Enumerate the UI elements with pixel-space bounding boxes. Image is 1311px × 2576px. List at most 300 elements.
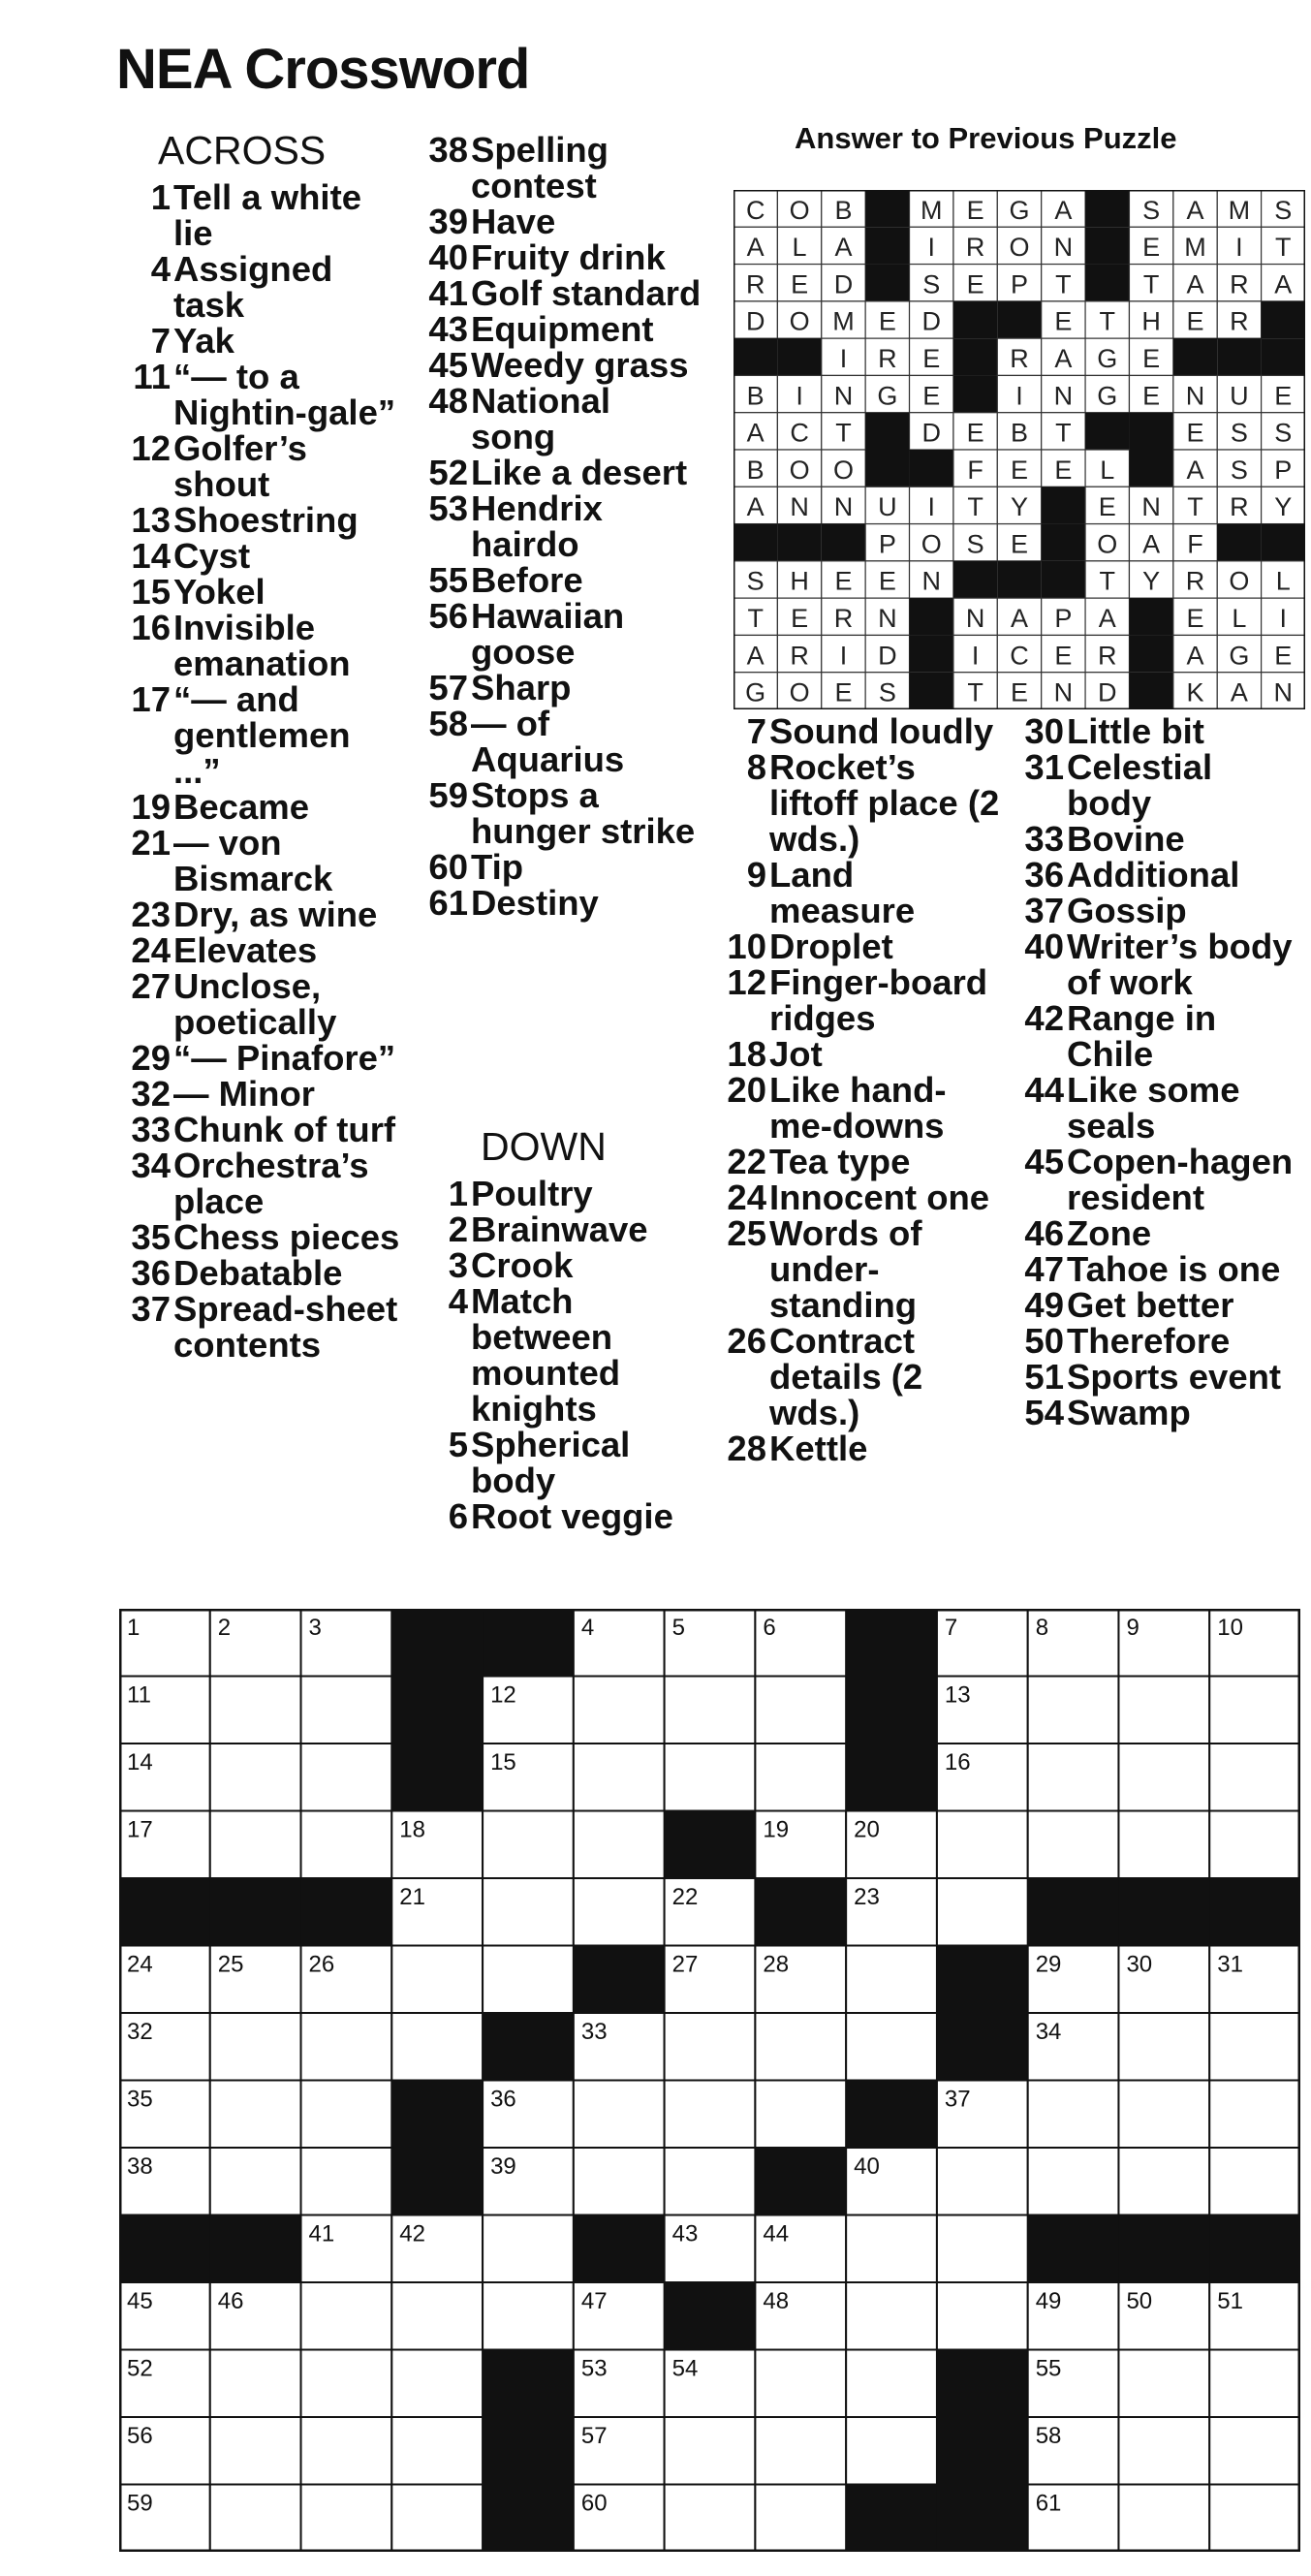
clue-number: 6 xyxy=(448,1496,468,1536)
grid-cell[interactable] xyxy=(483,2215,574,2283)
down-clue-5[interactable] xyxy=(414,1427,704,1498)
grid-cell[interactable] xyxy=(210,1744,301,1811)
grid-cell[interactable] xyxy=(937,1878,1028,1946)
clue-text: Tell a white lie xyxy=(173,177,362,253)
clue-number: 8 xyxy=(746,747,766,787)
across-clue-38[interactable] xyxy=(414,132,704,204)
black-square xyxy=(937,2013,1028,2081)
answer-letter: M xyxy=(1184,233,1206,263)
answer-letter: P xyxy=(1274,455,1293,485)
grid-cell[interactable] xyxy=(665,1677,756,1744)
grid-cell[interactable] xyxy=(301,2485,392,2553)
across-clue-21[interactable] xyxy=(116,825,407,896)
black-square xyxy=(391,2081,483,2149)
answer-letter: T xyxy=(1142,269,1160,299)
grid-cell[interactable] xyxy=(483,1878,574,1946)
grid-cell[interactable] xyxy=(483,1811,574,1879)
across-clue-12[interactable] xyxy=(116,430,407,502)
grid-cell[interactable] xyxy=(755,2485,846,2553)
clue-text: Fruity drink xyxy=(471,237,666,277)
across-clue-43[interactable] xyxy=(414,311,704,347)
answer-letter: E xyxy=(1054,641,1073,671)
across-clue-36[interactable] xyxy=(116,1255,407,1291)
clue-number: 30 xyxy=(1024,711,1064,751)
answer-letter: I xyxy=(1235,233,1243,263)
answer-letter: L xyxy=(1100,455,1115,485)
clue-number: 25 xyxy=(727,1213,766,1253)
grid-cell[interactable] xyxy=(846,2013,937,2081)
grid-cell[interactable] xyxy=(301,1677,392,1744)
grid-cell[interactable] xyxy=(301,1744,392,1811)
clue-number: 34 xyxy=(131,1146,171,1185)
grid-cell[interactable] xyxy=(1209,2081,1300,2149)
grid-cell[interactable] xyxy=(1118,2013,1209,2081)
answer-letter: Y xyxy=(1010,492,1029,522)
down-clue-18[interactable] xyxy=(712,1036,1003,1072)
grid-cell[interactable] xyxy=(665,2081,756,2149)
black-square xyxy=(937,2350,1028,2418)
grid-cell[interactable] xyxy=(1118,1677,1209,1744)
cell-number: 8 xyxy=(1035,1615,1049,1641)
clue-number: 5 xyxy=(448,1425,468,1464)
clue-text: Hawaiian goose xyxy=(471,596,625,672)
across-clue-7[interactable] xyxy=(116,323,407,359)
grid-cell[interactable] xyxy=(1028,1744,1119,1811)
down-clue-31[interactable] xyxy=(1010,749,1300,821)
answer-letter: D xyxy=(745,306,765,336)
grid-cell[interactable] xyxy=(846,2282,937,2350)
grid-cell[interactable] xyxy=(210,1677,301,1744)
answer-letter: T xyxy=(835,418,852,448)
cell-number: 46 xyxy=(217,2288,244,2314)
answer-letter: R xyxy=(790,641,809,671)
grid-cell[interactable] xyxy=(665,2148,756,2215)
answer-block xyxy=(1173,338,1217,375)
clue-number: 24 xyxy=(727,1178,766,1217)
grid-cell[interactable] xyxy=(937,1811,1028,1879)
across-clue-23[interactable] xyxy=(116,896,407,932)
clue-number: 60 xyxy=(428,847,468,887)
clue-text: Have xyxy=(471,202,556,241)
clue-text: Cyst xyxy=(173,536,251,576)
clue-text: Sharp xyxy=(471,668,572,707)
answer-letter: D xyxy=(921,306,941,336)
clue-number: 13 xyxy=(131,500,171,540)
answer-letter: A xyxy=(1098,604,1116,634)
answer-letter: P xyxy=(1054,604,1073,634)
across-clue-14[interactable] xyxy=(116,538,407,574)
across-clue-16[interactable] xyxy=(116,610,407,681)
down-clue-54[interactable] xyxy=(1010,1395,1300,1430)
clue-text: Equipment xyxy=(471,309,654,349)
cell-number: 45 xyxy=(127,2288,153,2314)
down-clue-26[interactable] xyxy=(712,1323,1003,1430)
answer-letter: E xyxy=(1142,344,1161,374)
answer-block xyxy=(734,524,777,561)
across-clue-17[interactable] xyxy=(116,681,407,789)
crossword-grid[interactable] xyxy=(119,1609,1300,2552)
black-square xyxy=(210,1878,301,1946)
grid-cell[interactable] xyxy=(1028,1677,1119,1744)
clue-number: 37 xyxy=(1024,891,1064,930)
across-clues-column-2 xyxy=(414,132,704,921)
down-clue-51[interactable] xyxy=(1010,1359,1300,1395)
cell-number: 12 xyxy=(490,1681,516,1709)
clue-text: Like a desert xyxy=(471,453,688,492)
grid-cell[interactable] xyxy=(755,1677,846,1744)
answer-letter: O xyxy=(1097,529,1118,559)
answer-letter: S xyxy=(1230,418,1248,448)
grid-cell[interactable] xyxy=(210,2148,301,2215)
grid-cell[interactable] xyxy=(1028,1811,1119,1879)
down-clue-30[interactable] xyxy=(1010,713,1300,749)
grid-cell[interactable] xyxy=(210,1811,301,1879)
answer-letter: I xyxy=(796,381,803,411)
answer-letter: R xyxy=(1230,306,1249,336)
answer-block xyxy=(777,338,821,375)
cell-number: 31 xyxy=(1217,1951,1243,1978)
across-clue-1[interactable] xyxy=(116,179,407,251)
clue-number: 40 xyxy=(428,237,468,277)
down-clue-3[interactable] xyxy=(414,1247,704,1283)
down-clue-20[interactable] xyxy=(712,1072,1003,1144)
grid-cell[interactable] xyxy=(1028,2081,1119,2149)
answer-letter: E xyxy=(1274,381,1293,411)
answer-letter: E xyxy=(966,195,984,225)
grid-cell[interactable] xyxy=(1118,1744,1209,1811)
down-clue-9[interactable] xyxy=(712,857,1003,928)
grid-cell[interactable] xyxy=(574,1878,665,1946)
down-clue-42[interactable] xyxy=(1010,1000,1300,1072)
down-clue-25[interactable] xyxy=(712,1215,1003,1323)
answer-letter: N xyxy=(1273,677,1294,707)
across-clue-29[interactable] xyxy=(116,1040,407,1076)
cell-number: 16 xyxy=(944,1749,971,1775)
across-clue-48[interactable] xyxy=(414,383,704,455)
across-clue-52[interactable] xyxy=(414,455,704,490)
clue-text: “— to a Nightin-gale” xyxy=(173,357,396,432)
grid-cell[interactable] xyxy=(1118,2485,1209,2553)
grid-cell[interactable] xyxy=(665,2417,756,2485)
clue-number: 12 xyxy=(131,428,171,468)
grid-cell[interactable] xyxy=(574,2148,665,2215)
black-square xyxy=(483,2013,574,2081)
clue-number: 22 xyxy=(727,1142,766,1181)
grid-cell[interactable] xyxy=(301,2417,392,2485)
cell-number: 19 xyxy=(763,1816,790,1843)
grid-cell[interactable] xyxy=(210,2013,301,2081)
clue-text: Dry, as wine xyxy=(173,895,378,934)
grid-cell[interactable] xyxy=(1028,2148,1119,2215)
answer-block xyxy=(953,301,997,338)
down-clue-45[interactable] xyxy=(1010,1144,1300,1215)
grid-cell[interactable] xyxy=(391,2282,483,2350)
down-clue-40[interactable] xyxy=(1010,928,1300,1000)
clue-number: 52 xyxy=(428,453,468,492)
answer-letter: G xyxy=(1009,195,1030,225)
grid-cell[interactable] xyxy=(210,2350,301,2418)
cell-number: 23 xyxy=(854,1884,880,1910)
grid-cell[interactable] xyxy=(483,2282,574,2350)
grid-cell[interactable] xyxy=(574,1677,665,1744)
answer-letter: A xyxy=(1186,455,1204,485)
down-clue-6[interactable] xyxy=(414,1498,704,1534)
grid-cell[interactable] xyxy=(755,2013,846,2081)
grid-cell[interactable] xyxy=(301,2081,392,2149)
grid-cell[interactable] xyxy=(301,2148,392,2215)
answer-block xyxy=(953,561,997,598)
black-square xyxy=(937,1946,1028,2014)
grid-cell[interactable] xyxy=(755,2081,846,2149)
answer-letter: E xyxy=(1186,604,1204,634)
grid-cell[interactable] xyxy=(1118,2417,1209,2485)
grid-cell[interactable] xyxy=(1209,2417,1300,2485)
grid-cell[interactable] xyxy=(937,2215,1028,2283)
black-square xyxy=(301,1878,392,1946)
down-clue-44[interactable] xyxy=(1010,1072,1300,1144)
down-clue-28[interactable] xyxy=(712,1430,1003,1466)
clue-number: 59 xyxy=(428,775,468,815)
grid-cell[interactable] xyxy=(301,2013,392,2081)
across-clue-35[interactable] xyxy=(116,1219,407,1255)
clue-text: Range in Chile xyxy=(1067,998,1217,1074)
answer-letter: E xyxy=(1054,455,1073,485)
grid-cell[interactable] xyxy=(1209,2350,1300,2418)
clue-text: Golfer’s shout xyxy=(173,428,307,504)
answer-block xyxy=(953,375,997,412)
answer-letter: S xyxy=(746,566,765,596)
answer-block xyxy=(865,190,909,227)
across-clue-45[interactable] xyxy=(414,347,704,383)
grid-cell[interactable] xyxy=(937,2148,1028,2215)
grid-cell[interactable] xyxy=(846,2417,937,2485)
clue-text: Stops a hunger strike xyxy=(471,775,696,851)
across-clue-13[interactable] xyxy=(116,502,407,538)
grid-cell[interactable] xyxy=(1209,1744,1300,1811)
black-square xyxy=(119,2215,210,2283)
grid-cell[interactable] xyxy=(665,2485,756,2553)
grid-cell[interactable] xyxy=(391,2013,483,2081)
answer-block xyxy=(822,524,865,561)
answer-block xyxy=(1085,413,1129,450)
across-clue-56[interactable] xyxy=(414,598,704,670)
across-clue-32[interactable] xyxy=(116,1076,407,1112)
grid-cell[interactable] xyxy=(301,2350,392,2418)
clue-number: 9 xyxy=(746,855,766,895)
clue-number: 45 xyxy=(428,345,468,385)
clue-text: Therefore xyxy=(1067,1321,1231,1361)
grid-cell[interactable] xyxy=(210,2417,301,2485)
grid-cell[interactable] xyxy=(1209,1811,1300,1879)
grid-cell[interactable] xyxy=(755,2350,846,2418)
across-clue-11[interactable] xyxy=(116,359,407,430)
grid-cell[interactable] xyxy=(665,1744,756,1811)
across-clue-33[interactable] xyxy=(116,1112,407,1147)
answer-letter: M xyxy=(1228,195,1251,225)
answer-block xyxy=(1085,265,1129,301)
down-clue-2[interactable] xyxy=(414,1211,704,1247)
grid-cell[interactable] xyxy=(1118,2148,1209,2215)
across-clue-59[interactable] xyxy=(414,777,704,849)
grid-cell[interactable] xyxy=(483,1946,574,2014)
down-clue-24[interactable] xyxy=(712,1179,1003,1215)
across-clue-37[interactable] xyxy=(116,1291,407,1363)
across-clue-58[interactable] xyxy=(414,706,704,777)
grid-cell[interactable] xyxy=(391,1946,483,2014)
down-clue-1[interactable] xyxy=(414,1176,704,1211)
down-clue-49[interactable] xyxy=(1010,1287,1300,1323)
answer-letter: E xyxy=(1142,233,1161,263)
answer-letter: N xyxy=(790,492,809,522)
answer-letter: A xyxy=(1186,269,1204,299)
grid-cell[interactable] xyxy=(755,1744,846,1811)
black-square xyxy=(210,2215,301,2283)
answer-letter: R xyxy=(878,344,897,374)
across-clue-27[interactable] xyxy=(116,968,407,1040)
black-square xyxy=(846,1677,937,1744)
answer-block xyxy=(910,673,953,709)
across-clue-34[interactable] xyxy=(116,1147,407,1219)
down-clue-8[interactable] xyxy=(712,749,1003,857)
down-clue-36[interactable] xyxy=(1010,857,1300,893)
across-clue-57[interactable] xyxy=(414,670,704,706)
down-clue-50[interactable] xyxy=(1010,1323,1300,1359)
across-clue-61[interactable] xyxy=(414,885,704,921)
down-clue-12[interactable] xyxy=(712,964,1003,1036)
answer-letter: O xyxy=(789,455,810,485)
across-clue-55[interactable] xyxy=(414,562,704,598)
answer-letter: E xyxy=(922,344,941,374)
answer-letter: Y xyxy=(1274,492,1293,522)
across-clue-19[interactable] xyxy=(116,789,407,825)
answer-block xyxy=(997,301,1041,338)
cell-number: 2 xyxy=(217,1615,232,1641)
grid-cell[interactable] xyxy=(391,2485,483,2553)
cell-number: 5 xyxy=(671,1615,685,1641)
clue-text: Brainwave xyxy=(471,1209,648,1249)
black-square xyxy=(483,2350,574,2418)
grid-cell[interactable] xyxy=(1118,2350,1209,2418)
grid-cell[interactable] xyxy=(210,2485,301,2553)
down-clue-37[interactable] xyxy=(1010,893,1300,928)
cell-number: 40 xyxy=(854,2153,880,2180)
across-clue-39[interactable] xyxy=(414,204,704,239)
clue-text: Chunk of turf xyxy=(173,1110,396,1149)
clue-number: 33 xyxy=(131,1110,171,1149)
down-clue-22[interactable] xyxy=(712,1144,1003,1179)
clue-number: 26 xyxy=(727,1321,766,1361)
answer-block xyxy=(1129,598,1172,635)
answer-block xyxy=(1129,635,1172,672)
answer-letter: T xyxy=(1099,306,1116,336)
grid-cell[interactable] xyxy=(391,2350,483,2418)
across-clue-40[interactable] xyxy=(414,239,704,275)
answer-letter: E xyxy=(1098,492,1116,522)
grid-cell[interactable] xyxy=(391,2417,483,2485)
answer-letter: D xyxy=(1098,677,1117,707)
answer-letter: C xyxy=(1010,641,1029,671)
down-clue-4[interactable] xyxy=(414,1283,704,1427)
black-square xyxy=(1118,2215,1209,2283)
grid-cell[interactable] xyxy=(1209,2013,1300,2081)
cell-number: 43 xyxy=(671,2220,699,2247)
answer-letter: T xyxy=(967,677,983,707)
clue-text: Sound loudly xyxy=(769,711,994,751)
grid-cell[interactable] xyxy=(846,2350,937,2418)
across-clue-4[interactable] xyxy=(116,251,407,323)
grid-cell[interactable] xyxy=(1118,2081,1209,2149)
cell-number: 18 xyxy=(399,1816,426,1843)
grid-cell[interactable] xyxy=(574,1811,665,1879)
clue-number: 58 xyxy=(428,704,468,743)
clue-number: 7 xyxy=(150,321,171,361)
grid-cell[interactable] xyxy=(1209,2485,1300,2553)
clue-text: Spelling contest xyxy=(471,130,609,205)
answer-letter: B xyxy=(834,195,853,225)
grid-cell[interactable] xyxy=(574,2081,665,2149)
clue-text: Elevates xyxy=(173,930,318,970)
across-clue-24[interactable] xyxy=(116,932,407,968)
across-clue-41[interactable] xyxy=(414,275,704,311)
grid-cell[interactable] xyxy=(755,2417,846,2485)
grid-cell[interactable] xyxy=(846,1946,937,2014)
clue-number: 4 xyxy=(150,249,171,289)
grid-cell[interactable] xyxy=(301,2282,392,2350)
grid-cell[interactable] xyxy=(665,2013,756,2081)
cell-number: 9 xyxy=(1126,1615,1139,1641)
answer-letter: S xyxy=(966,529,984,559)
answer-block xyxy=(1042,487,1085,523)
cell-number: 56 xyxy=(127,2423,153,2449)
answer-letter: R xyxy=(1010,344,1029,374)
down-clue-46[interactable] xyxy=(1010,1215,1300,1251)
answer-letter: E xyxy=(1142,381,1161,411)
down-clue-10[interactable] xyxy=(712,928,1003,964)
grid-cell[interactable] xyxy=(301,1811,392,1879)
grid-cell[interactable] xyxy=(574,1744,665,1811)
grid-cell[interactable] xyxy=(1209,2148,1300,2215)
down-clue-7[interactable] xyxy=(712,713,1003,749)
black-square xyxy=(755,2148,846,2215)
answer-block xyxy=(1129,673,1172,709)
answer-letter: T xyxy=(1187,492,1203,522)
grid-cell[interactable] xyxy=(937,2282,1028,2350)
across-clue-15[interactable] xyxy=(116,574,407,610)
answer-letter: G xyxy=(1097,344,1118,374)
black-square xyxy=(391,1744,483,1811)
grid-cell[interactable] xyxy=(210,2081,301,2149)
answer-letter: S xyxy=(922,269,941,299)
clue-text: Contract details (2 wds.) xyxy=(769,1321,923,1432)
down-clue-33[interactable] xyxy=(1010,821,1300,857)
grid-cell[interactable] xyxy=(1118,1811,1209,1879)
clue-number: 48 xyxy=(428,381,468,421)
grid-cell[interactable] xyxy=(1209,1677,1300,1744)
clue-text: Swamp xyxy=(1067,1393,1191,1432)
across-clue-53[interactable] xyxy=(414,490,704,562)
cell-number: 42 xyxy=(399,2220,426,2247)
grid-cell[interactable] xyxy=(846,2215,937,2283)
answer-letter: O xyxy=(921,529,942,559)
clue-number: 28 xyxy=(727,1429,766,1468)
answer-letter: S xyxy=(1274,418,1293,448)
clue-number: 4 xyxy=(448,1281,468,1321)
across-clue-60[interactable] xyxy=(414,849,704,885)
cell-number: 47 xyxy=(580,2288,608,2314)
clue-number: 32 xyxy=(131,1074,171,1114)
answer-letter: R xyxy=(1230,492,1249,522)
down-clue-47[interactable] xyxy=(1010,1251,1300,1287)
